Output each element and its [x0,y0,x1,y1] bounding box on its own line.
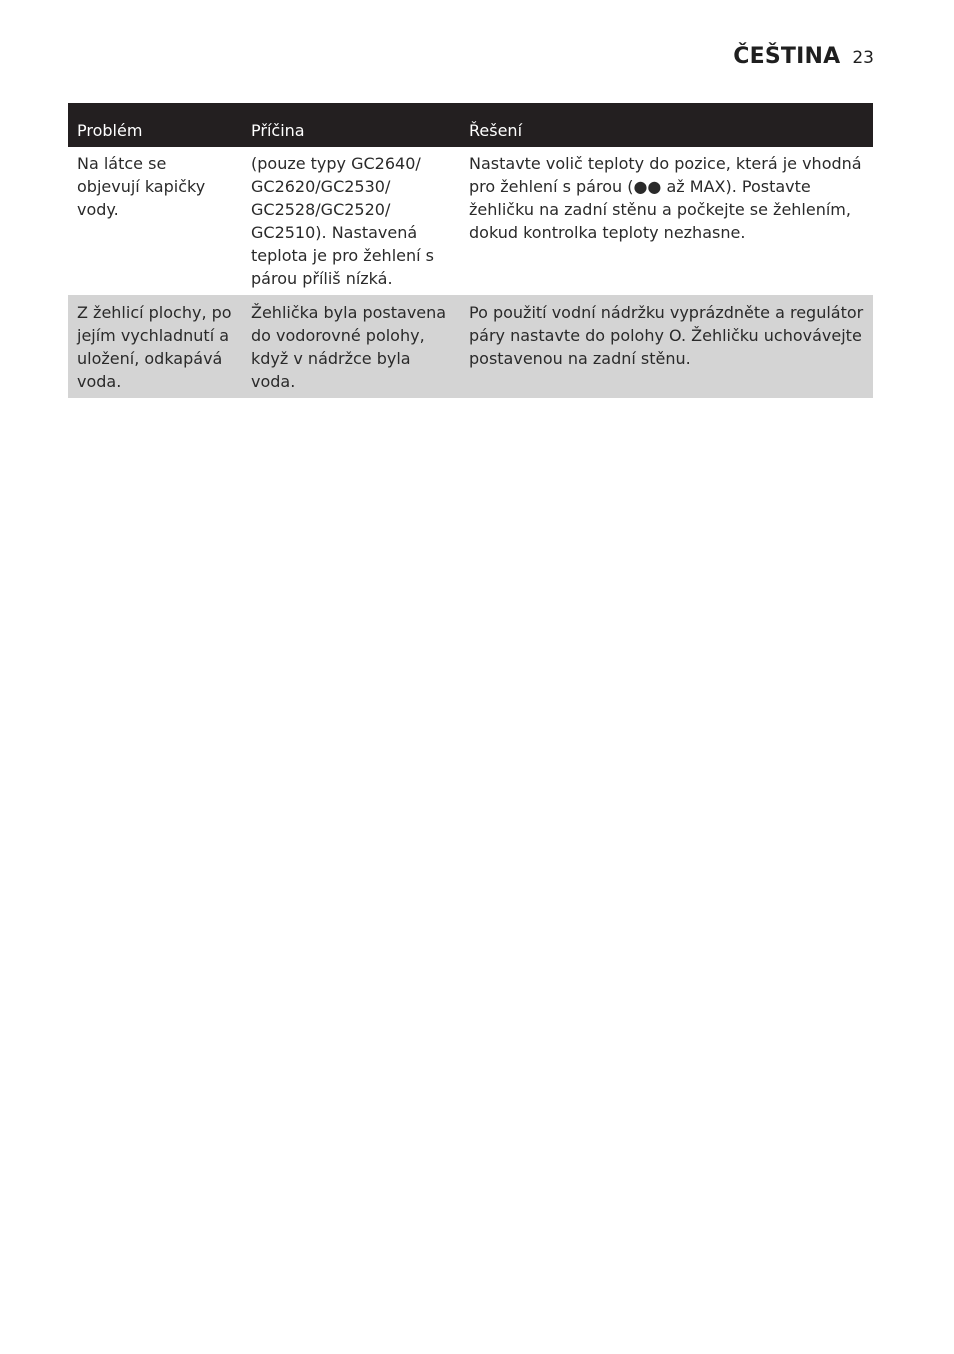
problem-cell: Na látce se objevují kapičky vody. [77,154,206,219]
problem-cell: Z žehlicí plochy, po jejím vychladnutí a uložení, odkapává voda. [68,295,242,398]
table-row [68,147,873,295]
section-title: ČEŠTINA [733,44,841,69]
column-header-problem: Problém [68,103,242,147]
cause-cell: Žehlička byla postavena do vodorovné polohy, když v nádržce byla voda. [242,295,460,398]
page-header [733,44,874,69]
solution-cell: Nastavte volič teploty do pozice, která je vhodná pro žehlení s párou (●● až MAX). Postavte žehličku na zadní stěnu a počkejte se žehlením, dokud kontrolka teploty nezhasne. [469,154,862,242]
solution-cell: Po použití vodní nádržku vyprázdněte a regulátor páry nastavte do polohy O. Žehličku uchovávejte postavenou na zadní stěnu. [460,295,873,398]
page-number: 23 [852,48,874,68]
column-header-cause: Příčina [242,103,460,147]
cause-cell: (pouze typy GC2640/ GC2620/GC2530/ GC2528/GC2520/ GC2510). Nastavená teplota je pro žehlení s párou příliš nízká. [251,154,434,288]
table-row [68,295,873,398]
troubleshooting-table [68,103,873,398]
table-header-row [68,103,873,147]
column-header-solution: Řešení [460,103,873,147]
